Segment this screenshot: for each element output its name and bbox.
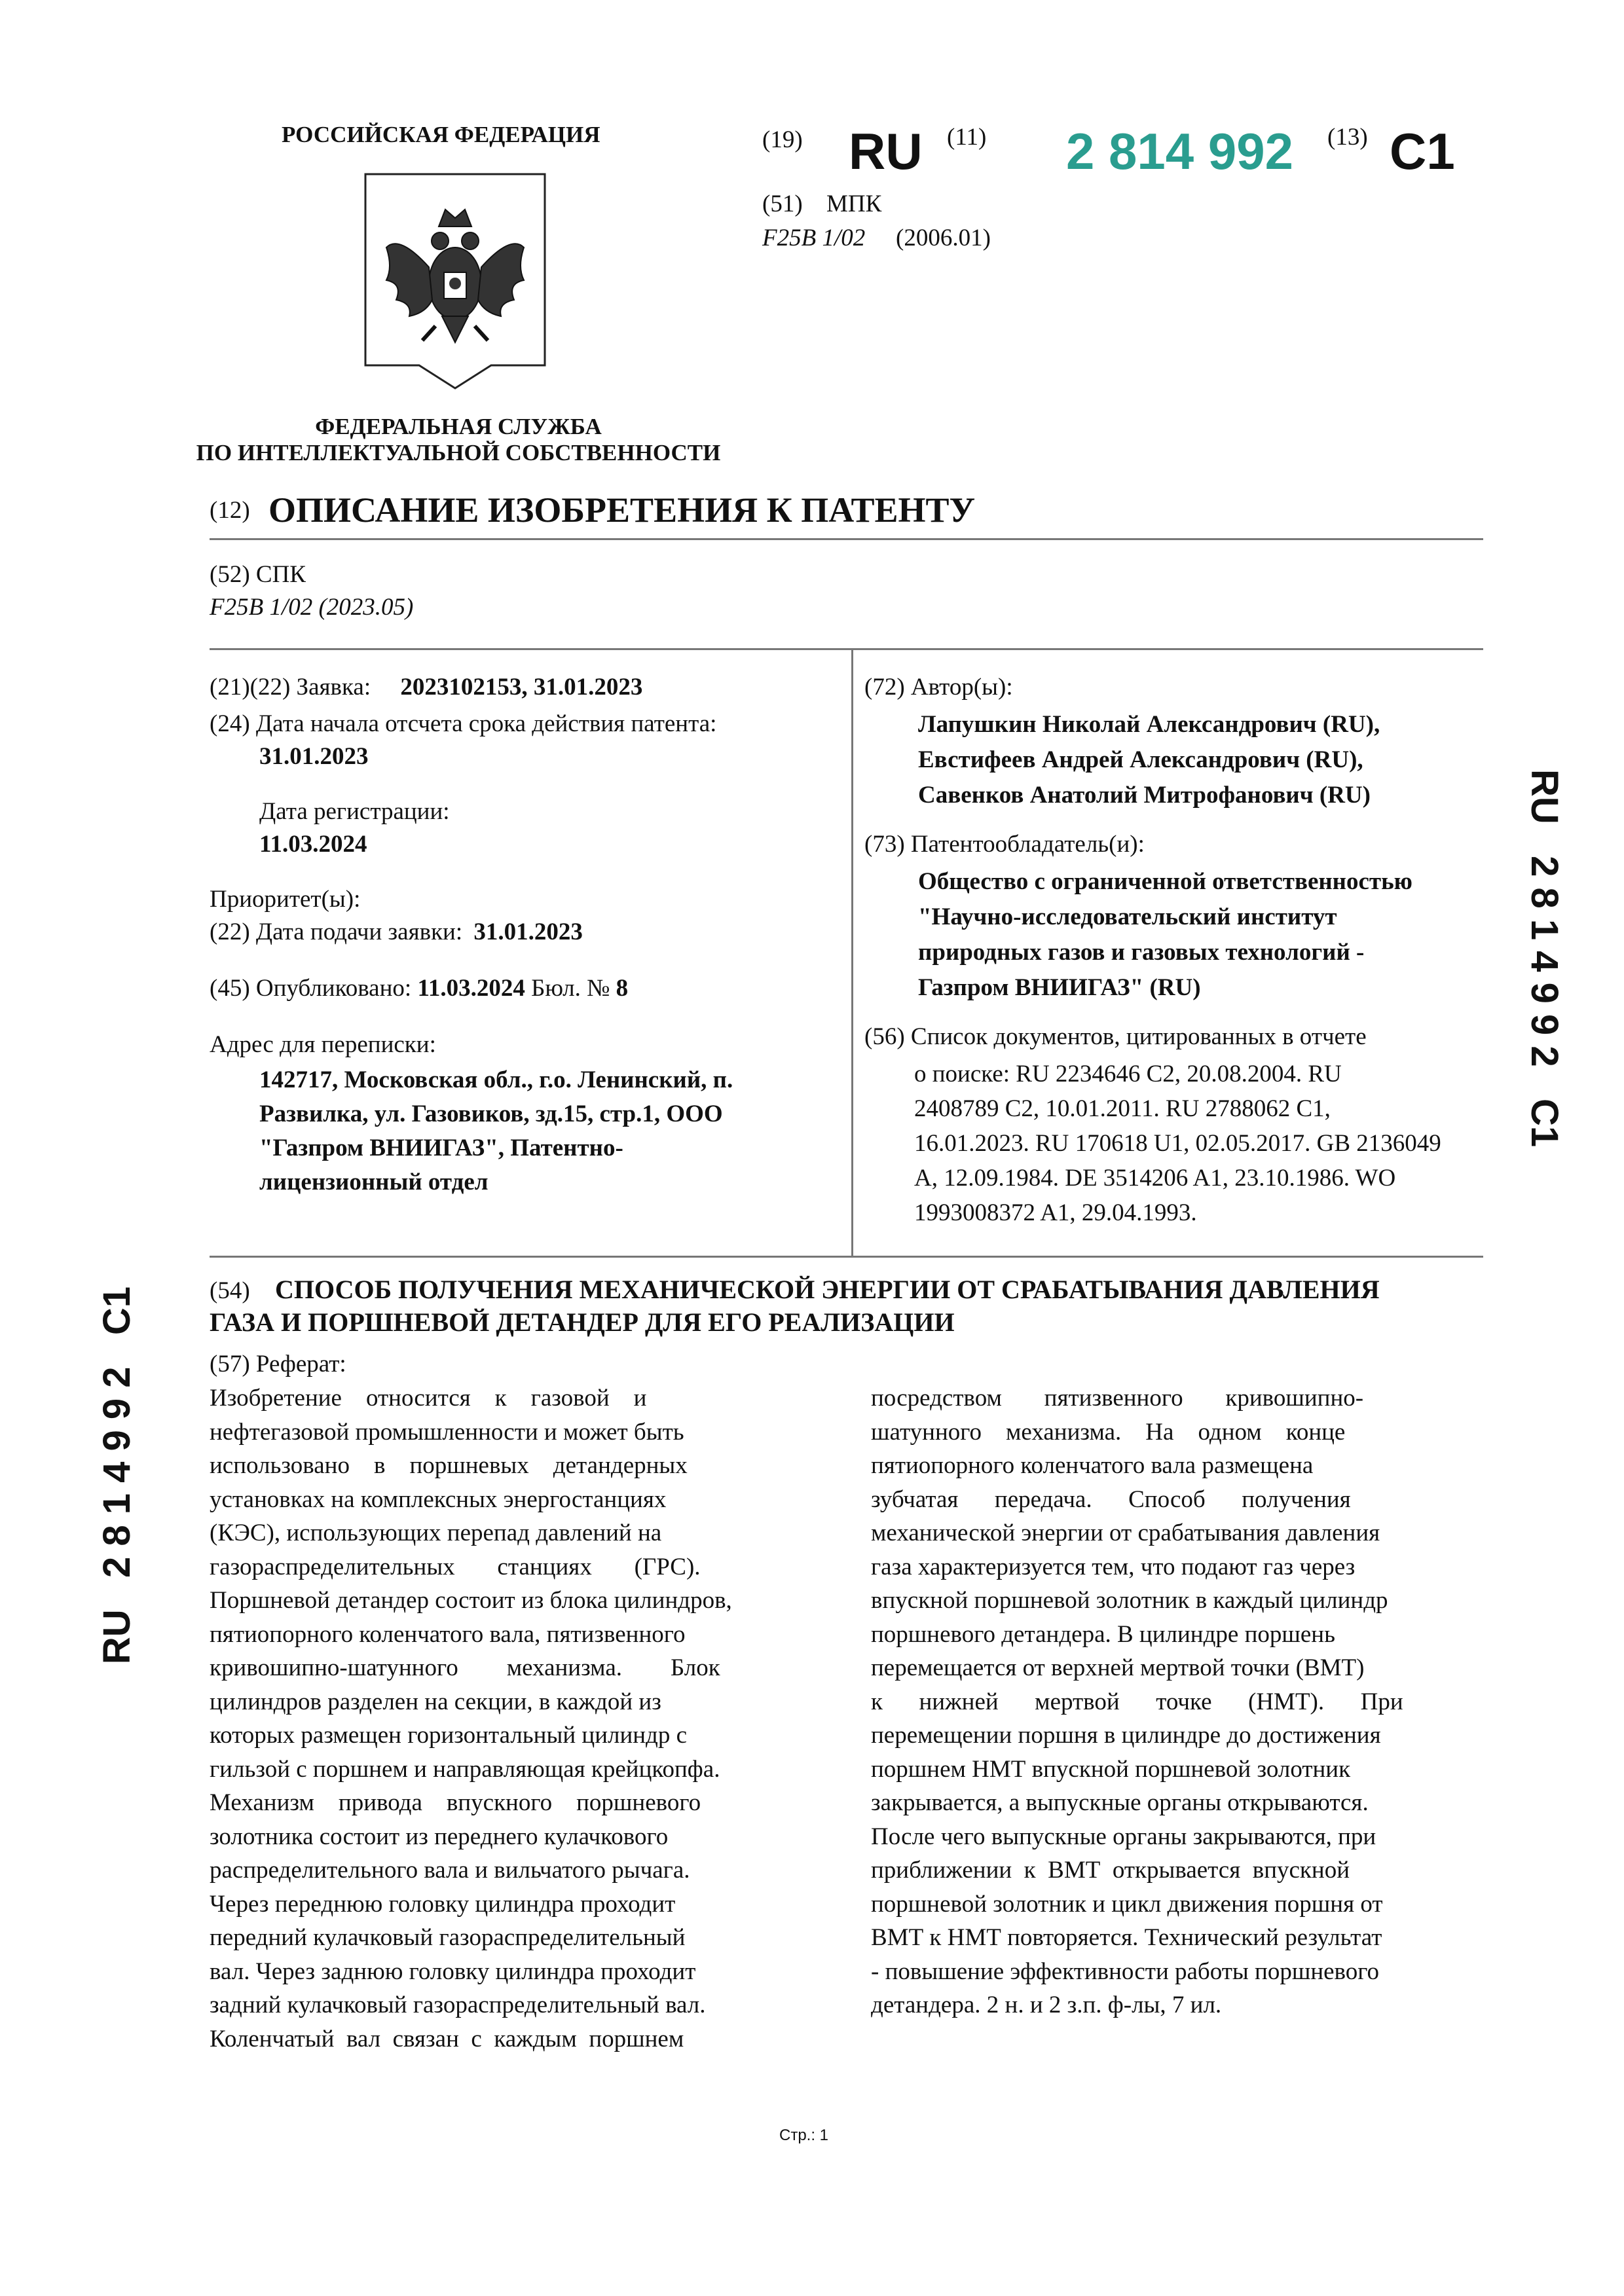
abstract-line: поршневой золотник и цикл движения поршня от: [871, 1890, 1383, 1918]
invention-title-line1: СПОСОБ ПОЛУЧЕНИЯ МЕХАНИЧЕСКОЙ ЭНЕРГИИ ОТ СРАБАТЫВАНИЯ ДАВЛЕНИЯ: [275, 1275, 1380, 1304]
abstract-line: задний кулачковый газораспределительный вал.: [210, 1992, 706, 2018]
owner-line: природных газов и газовых технологий -: [918, 939, 1365, 966]
abstract-line: к нижней мертвой точке (НМТ). При: [871, 1688, 1403, 1715]
abstract-line: газораспределительных станциях (ГРС).: [210, 1553, 701, 1580]
abstract-line: Механизм привода впускного поршневого: [210, 1789, 701, 1816]
term-start-label: (24) Дата начала отсчета срока действия патента:: [210, 710, 717, 737]
application-label: (21)(22) Заявка:: [210, 674, 371, 701]
abstract-line: установках на комплексных энергостанциях: [210, 1485, 667, 1513]
cited-docs-block: [864, 1057, 1493, 1230]
abstract-line: пятиопорного коленчатого вала размещена: [871, 1452, 1314, 1479]
inid-11: (11): [947, 124, 987, 151]
country-name: РОССИЙСКАЯ ФЕДЕРАЦИЯ: [282, 122, 600, 147]
filing-date-value: 31.01.2023: [473, 919, 583, 945]
address-line: "Газпром ВНИИГАЗ", Патентно-: [259, 1135, 623, 1161]
abstract-line: Через переднюю головку цилиндра проходит: [210, 1890, 676, 1918]
abstract-line: закрывается, а выпускные органы открываются.: [871, 1789, 1369, 1816]
registration-label: Дата регистрации:: [259, 798, 450, 825]
country-code: RU: [849, 122, 923, 180]
address-line: 142717, Московская обл., г.о. Ленинский, п.: [259, 1066, 733, 1093]
term-start-value: 31.01.2023: [259, 743, 369, 770]
abstract-left-column: [210, 1381, 799, 2056]
abstract-label: (57) Реферат:: [210, 1351, 346, 1377]
author-name: Савенков Анатолий Митрофанович (RU): [918, 782, 1371, 809]
published-label: (45) Опубликовано:: [210, 975, 412, 1002]
invention-title-line2: ГАЗА И ПОРШНЕВОЙ ДЕТАНДЕР ДЛЯ ЕГО РЕАЛИЗАЦИИ: [210, 1307, 955, 1337]
divider-abstract: [210, 1256, 1483, 1258]
agency-name-line1: ФЕДЕРАЛЬНАЯ СЛУЖБА: [315, 414, 602, 439]
abstract-line: Коленчатый вал связан с каждым поршнем: [210, 2025, 684, 2052]
patent-number: 2 814 992: [1066, 122, 1294, 180]
kind-code: C1: [1390, 122, 1455, 180]
abstract-line: детандера. 2 н. и 2 з.п. ф-лы, 7 ил.: [871, 1992, 1222, 2018]
abstract-line: нефтегазовой промышленности и может быть: [210, 1418, 684, 1446]
priority-label: Приоритет(ы):: [210, 886, 361, 913]
abstract-line: вал. Через заднюю головку цилиндра проходит: [210, 1958, 696, 1985]
abstract-line: распределительного вала и вильчатого рычага.: [210, 1857, 690, 1884]
cpc-label: (52) СПК: [210, 561, 306, 588]
inid-13: (13): [1327, 124, 1368, 151]
divider-top: [210, 538, 1483, 540]
abstract-line: ВМТ к НМТ повторяется. Технический результат: [871, 1924, 1382, 1951]
cited-line: A, 12.09.1984. DE 3514206 A1, 23.10.1986. WO: [914, 1165, 1396, 1192]
side-patent-id-left: RU 2 8 1 4 9 9 2 C1: [96, 1286, 138, 1665]
abstract-line: поршневого детандера. В цилиндре поршень: [871, 1620, 1335, 1648]
address-line: Развилка, ул. Газовиков, зд.15, стр.1, ООО: [259, 1101, 723, 1127]
author-name: Евстифеев Андрей Александрович (RU),: [918, 746, 1363, 773]
abstract-line: поршнем НМТ впускной поршневой золотник: [871, 1755, 1351, 1783]
abstract-line: шатунного механизма. На одном конце: [871, 1418, 1346, 1446]
abstract-line: зубчатая передача. Способ получения: [871, 1485, 1351, 1513]
ipc-version: (2006.01): [896, 225, 991, 251]
filing-date-label: (22) Дата подачи заявки:: [210, 919, 463, 945]
owner-line: "Научно-исследовательский институт: [918, 903, 1337, 930]
abstract-line: золотника состоит из переднего кулачкового: [210, 1823, 669, 1850]
authors-label: (72) Автор(ы):: [864, 674, 1013, 701]
address-label: Адрес для переписки:: [210, 1031, 436, 1058]
ipc-class: F25B 1/02: [762, 225, 866, 251]
abstract-right-column: [871, 1381, 1473, 2022]
abstract-line: приближении к ВМТ открывается впускной: [871, 1857, 1350, 1884]
column-divider: [851, 648, 853, 1257]
owner-block: [864, 864, 1493, 1006]
abstract-line: перемещении поршня в цилиндре до достижения: [871, 1722, 1381, 1749]
cited-docs-label: (56) Список документов, цитированных в отчете: [864, 1023, 1367, 1050]
application-value: 2023102153, 31.01.2023: [400, 674, 643, 701]
registration-value: 11.03.2024: [259, 831, 367, 858]
cited-line: 2408789 C2, 10.01.2011. RU 2788062 C1,: [914, 1095, 1331, 1122]
page-number: Стр.: 1: [779, 2126, 829, 2144]
coat-of-arms-emblem: [360, 169, 550, 392]
abstract-line: использовано в поршневых детандерных: [210, 1452, 688, 1479]
abstract-line: Поршневой детандер состоит из блока цилиндров,: [210, 1587, 732, 1614]
inid-54: (54): [210, 1277, 250, 1304]
cited-line: 1993008372 A1, 29.04.1993.: [914, 1199, 1197, 1226]
abstract-line: (КЭС), использующих перепад давлений на: [210, 1520, 662, 1546]
side-patent-id-right: RU 2 8 1 4 9 9 2 C1: [1523, 769, 1566, 1148]
author-name: Лапушкин Николай Александрович (RU),: [918, 711, 1380, 738]
abstract-line: кривошипно-шатунного механизма. Блок: [210, 1654, 720, 1681]
abstract-line: газа характеризуется тем, что подают газ через: [871, 1553, 1356, 1580]
abstract-line: цилиндров разделен на секции, в каждой из: [210, 1688, 661, 1715]
abstract-line: передний кулачковый газораспределительный: [210, 1924, 686, 1951]
bib-left-column: [210, 673, 845, 1199]
cpc-class: F25B 1/02 (2023.05): [210, 594, 414, 621]
abstract-line: которых размещен горизонтальный цилиндр с: [210, 1722, 688, 1749]
inid-51: (51): [762, 191, 803, 217]
bulletin-value: 8: [616, 975, 629, 1002]
cited-line: 16.01.2023. RU 170618 U1, 02.05.2017. GB 2136049: [914, 1130, 1441, 1157]
inid-12: (12): [210, 497, 250, 524]
ipc-label: МПК: [826, 191, 882, 217]
abstract-line: - повышение эффективности работы поршневого: [871, 1958, 1380, 1985]
abstract-line: перемещается от верхней мертвой точки (ВМТ): [871, 1654, 1365, 1681]
abstract-line: посредством пятизвенного кривошипно-: [871, 1385, 1364, 1412]
inid-19: (19): [762, 126, 803, 153]
abstract-line: Изобретение относится к газовой и: [210, 1385, 647, 1412]
abstract-line: После чего выпускные органы закрываются, при: [871, 1823, 1376, 1850]
authors-list: [864, 707, 1493, 813]
abstract-line: гильзой с поршнем и направляющая крейцкопфа.: [210, 1755, 720, 1783]
owner-line: Общество с ограниченной ответственностью: [918, 868, 1412, 895]
owner-line: Газпром ВНИИГАЗ" (RU): [918, 974, 1201, 1001]
document-type: ОПИСАНИЕ ИЗОБРЕТЕНИЯ К ПАТЕНТУ: [268, 490, 976, 530]
published-value: 11.03.2024: [417, 975, 525, 1002]
address-block: [210, 1063, 845, 1199]
abstract-line: впускной поршневой золотник в каждый цилиндр: [871, 1587, 1388, 1614]
agency-name-line2: ПО ИНТЕЛЛЕКТУАЛЬНОЙ СОБСТВЕННОСТИ: [196, 440, 721, 465]
abstract-line: механической энергии от срабатывания давления: [871, 1520, 1380, 1546]
cited-line: о поиске: RU 2234646 C2, 20.08.2004. RU: [914, 1061, 1342, 1087]
abstract-line: пятиопорного коленчатого вала, пятизвенного: [210, 1620, 686, 1648]
bulletin-label: Бюл. №: [531, 975, 610, 1002]
bib-right-column: [864, 673, 1493, 1230]
address-line: лицензионный отдел: [259, 1169, 489, 1195]
divider-bib: [210, 648, 1483, 650]
owner-label: (73) Патентообладатель(и):: [864, 831, 1145, 858]
